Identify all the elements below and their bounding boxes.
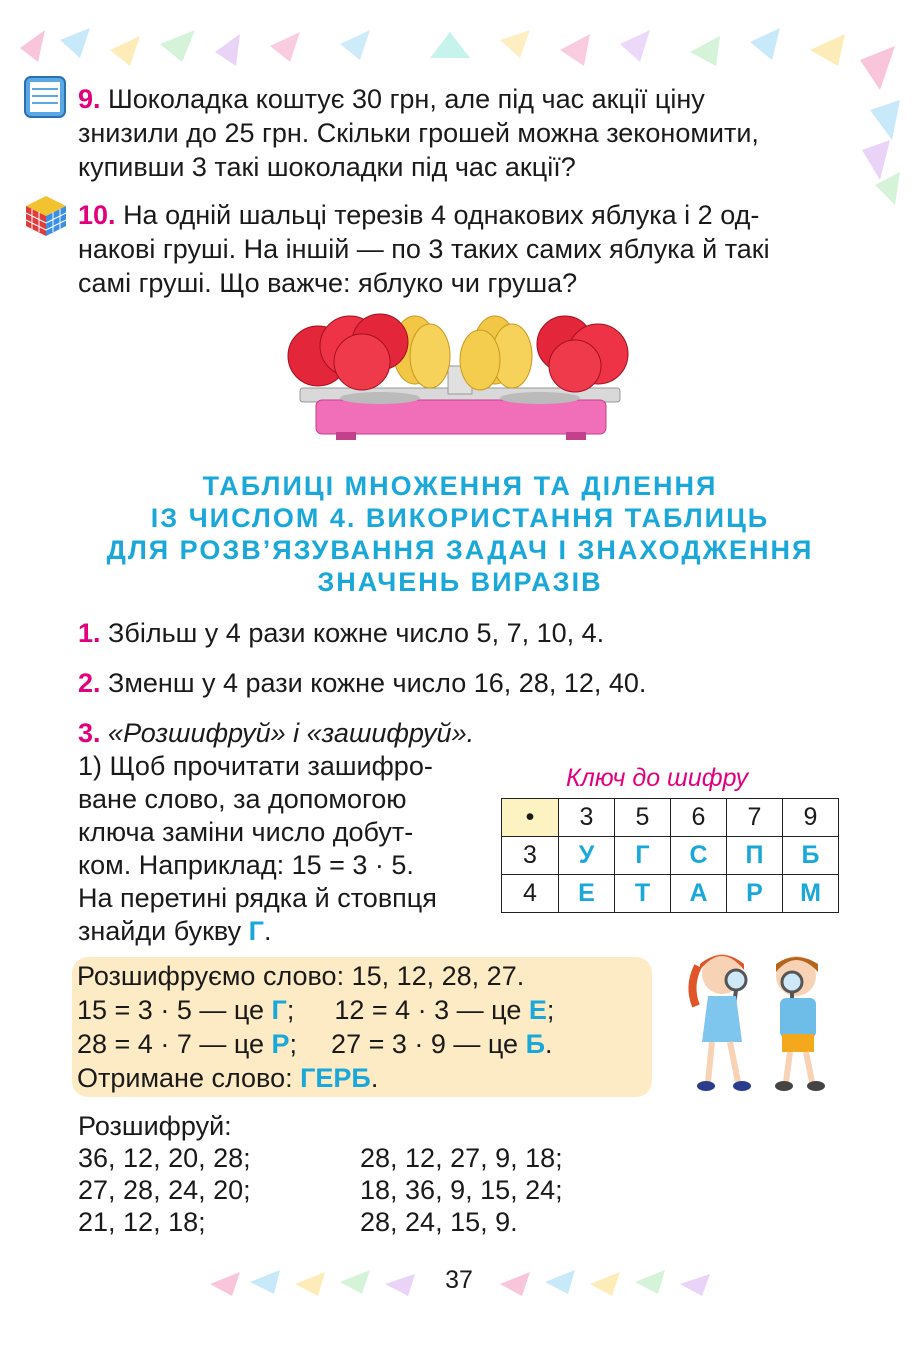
task-text: Збільш у 4 рази кожне число 5, 7, 10, 4. <box>108 618 605 648</box>
notebook-icon <box>22 74 68 120</box>
cipher-letter: У <box>559 837 615 875</box>
worked-example <box>72 957 652 1097</box>
task-2 <box>78 666 646 700</box>
cipher-table <box>501 798 839 913</box>
title-line: ЗНАЧЕНЬ ВИРАЗІВ <box>317 567 603 597</box>
task-number: 1. <box>78 618 101 648</box>
cipher-letter: Р <box>727 875 783 913</box>
punctuation: ; <box>546 995 555 1025</box>
cipher-col-head: 7 <box>727 799 783 837</box>
cipher-header-row <box>502 799 839 837</box>
task-1 <box>78 616 604 650</box>
example-text: 12 = 4 · 3 — це <box>334 995 529 1025</box>
cipher-letter: С <box>671 837 727 875</box>
kids-with-magnifiers-illustration <box>680 946 850 1094</box>
cipher-row-head: 3 <box>502 837 559 875</box>
task-line: самі груші. Що важче: яблуко чи груша? <box>78 268 578 298</box>
cipher-col-head: 9 <box>783 799 839 837</box>
cipher-letter: М <box>783 875 839 913</box>
cipher-letter: Г <box>615 837 671 875</box>
highlight-letter: Г <box>271 995 287 1025</box>
title-line: ТАБЛИЦІ МНОЖЕННЯ ТА ДІЛЕННЯ <box>202 471 718 501</box>
decode-item: 27, 28, 24, 20; <box>78 1175 251 1205</box>
decode-item: 21, 12, 18; <box>78 1207 206 1237</box>
task-line: Шоколадка коштує 30 грн, але під час акції ціну <box>108 84 705 114</box>
example-line <box>77 1027 554 1061</box>
task-title: «Розшифруй» і «зашифруй». <box>108 718 475 748</box>
task-number: 9. <box>78 84 101 114</box>
decode-label: Розшифруй: <box>78 1111 232 1141</box>
instruction-line: 1) Щоб прочитати зашифро- <box>78 751 433 781</box>
cipher-letter: Т <box>615 875 671 913</box>
cipher-row <box>502 875 839 913</box>
cipher-letter: Б <box>783 837 839 875</box>
highlight-letter: Р <box>271 1029 290 1059</box>
scales-illustration <box>280 298 640 446</box>
instruction-line: ване слово, за допомогою <box>78 784 407 814</box>
example-text: 28 = 4 · 7 — це <box>77 1029 272 1059</box>
page-number: 37 <box>445 1266 473 1294</box>
cipher-key-title: Ключ до шифру <box>566 764 749 792</box>
cipher-row-head: 4 <box>502 875 559 913</box>
instruction-line: ключа заміни число добут- <box>78 817 414 847</box>
task-9 <box>78 82 842 184</box>
task-text: Зменш у 4 рази кожне число 16, 28, 12, 40. <box>108 668 647 698</box>
example-line: Розшифруємо слово: 15, 12, 28, 27. <box>77 961 525 991</box>
example-text: 15 = 3 · 5 — це <box>77 995 272 1025</box>
decode-exercise <box>78 1110 563 1238</box>
example-line <box>77 1061 554 1095</box>
punctuation: . <box>544 1029 553 1059</box>
highlight-letter: Е <box>528 995 547 1025</box>
punctuation: ; <box>289 1029 298 1059</box>
task-10 <box>78 198 842 300</box>
cipher-corner: • <box>502 799 559 837</box>
instruction-line: ком. Наприклад: 15 = 3 · 5. <box>78 850 414 880</box>
section-title <box>60 470 860 598</box>
example-text: Отримане слово: <box>77 1063 301 1093</box>
instruction-line: На перетині рядка й стовпця <box>78 883 437 913</box>
cipher-letter: Е <box>559 875 615 913</box>
cipher-row <box>502 837 839 875</box>
punctuation: . <box>263 916 272 946</box>
decode-item: 36, 12, 20, 28; <box>78 1143 251 1173</box>
task-line: На одній шальці терезів 4 однакових яблука і 2 од- <box>123 200 760 230</box>
instruction-line: знайди букву <box>78 916 249 946</box>
task-line: купивши 3 такі шоколадки під час акції? <box>78 152 576 182</box>
cipher-letter: П <box>727 837 783 875</box>
task-number: 3. <box>78 718 101 748</box>
decode-item: 28, 12, 27, 9, 18; <box>360 1143 563 1173</box>
cipher-col-head: 6 <box>671 799 727 837</box>
cipher-letter: А <box>671 875 727 913</box>
task-number: 2. <box>78 668 101 698</box>
highlight-word: ГЕРБ <box>300 1063 371 1093</box>
punctuation: . <box>370 1063 379 1093</box>
decode-item: 28, 24, 15, 9. <box>360 1207 518 1237</box>
task-line: накові груші. На іншій — по 3 таких самих яблука й такі <box>78 234 770 264</box>
punctuation: ; <box>286 995 295 1025</box>
rubiks-cube-icon <box>24 194 68 238</box>
example-line <box>77 993 554 1027</box>
example-text: 27 = 3 · 9 — це <box>331 1029 526 1059</box>
decode-item: 18, 36, 9, 15, 24; <box>360 1175 563 1205</box>
highlight-letter: Б <box>525 1029 545 1059</box>
task-3-instructions <box>78 750 478 948</box>
title-line: ІЗ ЧИСЛОМ 4. ВИКОРИСТАННЯ ТАБЛИЦЬ <box>150 503 770 533</box>
title-line: ДЛЯ РОЗВ’ЯЗУВАННЯ ЗАДАЧ І ЗНАХОДЖЕННЯ <box>106 535 814 565</box>
task-line: знизили до 25 грн. Скільки грошей можна зекономити, <box>78 118 759 148</box>
task-3-heading <box>78 716 474 750</box>
highlight-letter: Г <box>248 916 264 946</box>
task-number: 10. <box>78 200 116 230</box>
cipher-col-head: 3 <box>559 799 615 837</box>
cipher-col-head: 5 <box>615 799 671 837</box>
